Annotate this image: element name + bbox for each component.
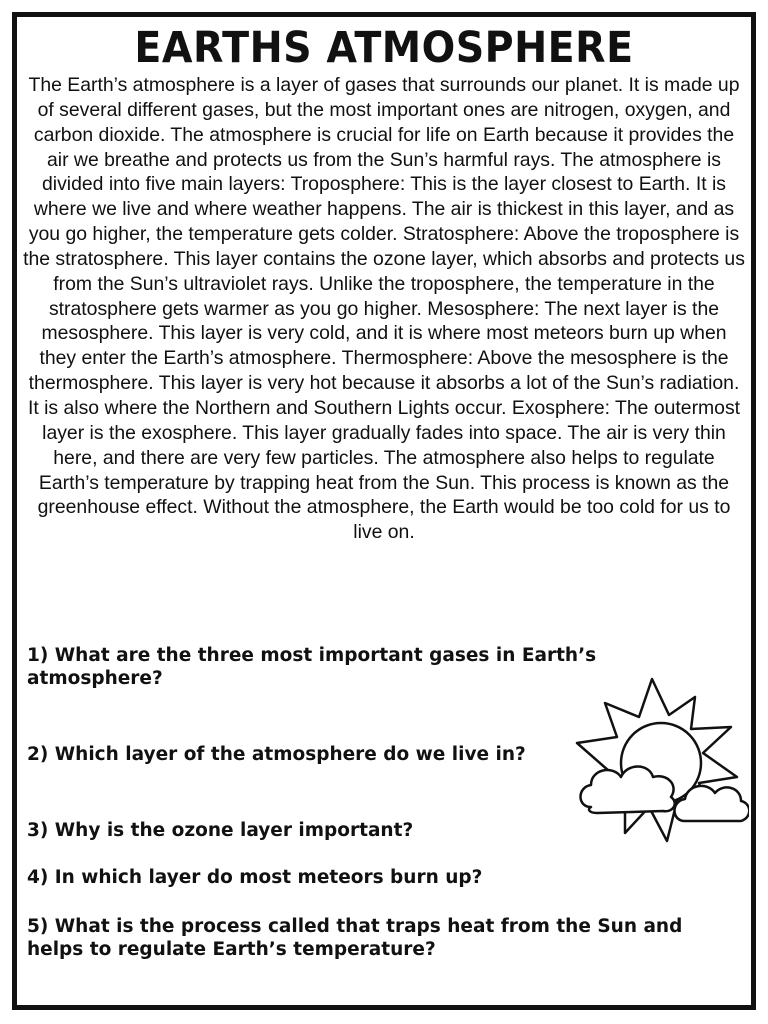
question-5: 5) What is the process called that traps heat from the Sun and helps to regulate Earth’s temperature?: [27, 916, 683, 960]
question-1: 1) What are the three most important gases in Earth’s atmosphere?: [27, 645, 597, 689]
worksheet-frame: [12, 12, 756, 1010]
reading-passage: The Earth’s atmosphere is a layer of gases that surrounds our planet. It is made up of several different gases, but the most important ones are nitrogen, oxygen, and carbon dioxide. The atmosphere is crucial for life on Earth because it provides the air we breathe and protects us from the Sun’s harmful rays. The atmosphere is divided into five main layers: Troposphere: This is the layer closest to Earth. It is where we live and where weather happens. The air is thickest in this layer, and as you go higher, the temperature gets colder. Stratosphere: Above the troposphere is the stratosphere. This layer contains the ozone layer, which absorbs and protects us from the Sun’s ultraviolet rays. Unlike the troposphere, the temperature in the stratosphere gets warmer as you go higher. Mesosphere: The next layer is the mesosphere. This layer is very cold, and it is where most meteors burn up when they enter the Earth’s atmosphere. Thermosphere: Above the mesosphere is the thermosphere. This layer is very hot because it absorbs a lot of the Sun’s radiation. It is also where the Northern and Southern Lights occur. Exosphere: The outermost layer is the exosphere. This layer gradually fades into space. The air is very thin here, and there are very few particles. The atmosphere also helps to regulate Earth’s temperature by trapping heat from the Sun. This process is known as the greenhouse effect. Without the atmosphere, the Earth would be too cold for us to live on.: [23, 74, 745, 544]
question-2: 2) Which layer of the atmosphere do we live in?: [27, 744, 526, 765]
question-3: 3) Why is the ozone layer important?: [27, 820, 414, 841]
page-title: EARTHS ATMOSPHERE: [134, 23, 634, 73]
sun-behind-clouds-icon: [569, 673, 749, 853]
question-4: 4) In which layer do most meteors burn up?: [27, 867, 483, 888]
